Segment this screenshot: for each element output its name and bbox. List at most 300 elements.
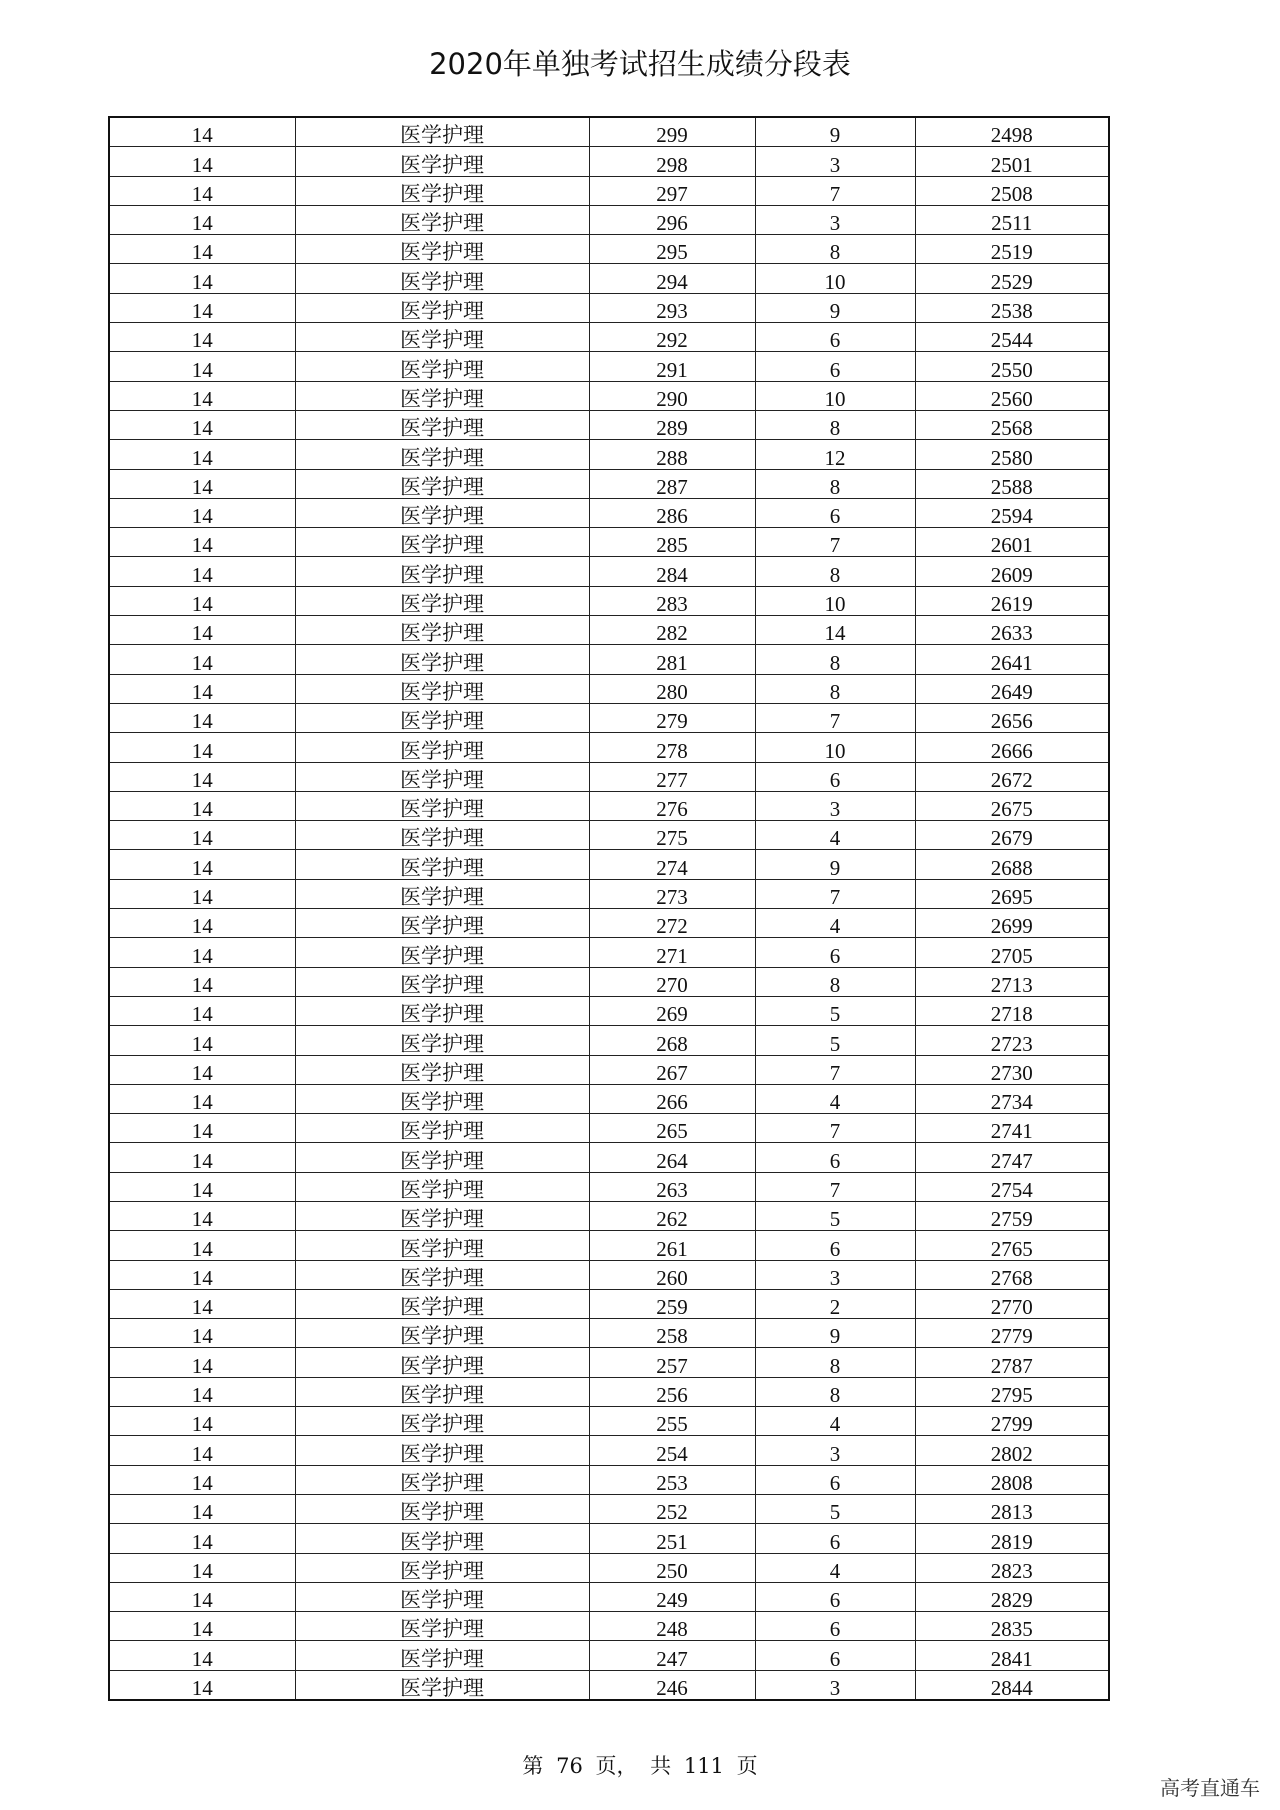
subject-cell: 医学护理 xyxy=(295,674,589,703)
cumulative-cell: 2808 xyxy=(915,1465,1109,1494)
group-code-cell: 14 xyxy=(109,235,295,264)
cumulative-cell: 2835 xyxy=(915,1612,1109,1641)
group-code-cell: 14 xyxy=(109,176,295,205)
group-code-cell: 14 xyxy=(109,528,295,557)
count-cell: 6 xyxy=(755,1524,915,1553)
subject-cell: 医学护理 xyxy=(295,1641,589,1670)
group-code-cell: 14 xyxy=(109,1172,295,1201)
table-row xyxy=(109,1436,1109,1465)
count-cell: 2 xyxy=(755,1289,915,1318)
group-code-cell: 14 xyxy=(109,821,295,850)
subject-cell: 医学护理 xyxy=(295,1670,589,1700)
cumulative-cell: 2679 xyxy=(915,821,1109,850)
score-cell: 282 xyxy=(589,616,755,645)
group-code-cell: 14 xyxy=(109,733,295,762)
cumulative-cell: 2802 xyxy=(915,1436,1109,1465)
score-cell: 259 xyxy=(589,1289,755,1318)
cumulative-cell: 2501 xyxy=(915,147,1109,176)
score-cell: 249 xyxy=(589,1582,755,1611)
group-code-cell: 14 xyxy=(109,1231,295,1260)
cumulative-cell: 2544 xyxy=(915,323,1109,352)
group-code-cell: 14 xyxy=(109,1114,295,1143)
subject-cell: 医学护理 xyxy=(295,703,589,732)
score-cell: 266 xyxy=(589,1084,755,1113)
group-code-cell: 14 xyxy=(109,205,295,234)
count-cell: 6 xyxy=(755,1582,915,1611)
cumulative-cell: 2723 xyxy=(915,1026,1109,1055)
table-row xyxy=(109,1026,1109,1055)
cumulative-cell: 2768 xyxy=(915,1260,1109,1289)
cumulative-cell: 2699 xyxy=(915,909,1109,938)
subject-cell: 医学护理 xyxy=(295,528,589,557)
group-code-cell: 14 xyxy=(109,1612,295,1641)
group-code-cell: 14 xyxy=(109,1055,295,1084)
table-row xyxy=(109,1143,1109,1172)
cumulative-cell: 2713 xyxy=(915,967,1109,996)
table-row xyxy=(109,909,1109,938)
table-row xyxy=(109,1524,1109,1553)
table-row xyxy=(109,528,1109,557)
table-row xyxy=(109,821,1109,850)
score-cell: 276 xyxy=(589,791,755,820)
group-code-cell: 14 xyxy=(109,1465,295,1494)
group-code-cell: 14 xyxy=(109,264,295,293)
count-cell: 8 xyxy=(755,235,915,264)
cumulative-cell: 2695 xyxy=(915,879,1109,908)
cumulative-cell: 2813 xyxy=(915,1494,1109,1523)
cumulative-cell: 2538 xyxy=(915,293,1109,322)
group-code-cell: 14 xyxy=(109,498,295,527)
subject-cell: 医学护理 xyxy=(295,733,589,762)
group-code-cell: 14 xyxy=(109,1641,295,1670)
score-cell: 298 xyxy=(589,147,755,176)
table-row xyxy=(109,352,1109,381)
table-row xyxy=(109,1377,1109,1406)
score-cell: 281 xyxy=(589,645,755,674)
group-code-cell: 14 xyxy=(109,1289,295,1318)
count-cell: 9 xyxy=(755,293,915,322)
table-row xyxy=(109,410,1109,439)
subject-cell: 医学护理 xyxy=(295,264,589,293)
page-title: 2020年单独考试招生成绩分段表 xyxy=(429,47,851,81)
cumulative-cell: 2688 xyxy=(915,850,1109,879)
subject-cell: 医学护理 xyxy=(295,440,589,469)
group-code-cell: 14 xyxy=(109,1084,295,1113)
count-cell: 5 xyxy=(755,1026,915,1055)
table-row xyxy=(109,674,1109,703)
table-row xyxy=(109,1201,1109,1230)
group-code-cell: 14 xyxy=(109,293,295,322)
table-row xyxy=(109,1172,1109,1201)
cumulative-cell: 2508 xyxy=(915,176,1109,205)
watermark-text: 高考直通车 xyxy=(1160,1776,1260,1800)
count-cell: 4 xyxy=(755,1084,915,1113)
subject-cell: 医学护理 xyxy=(295,1084,589,1113)
score-cell: 268 xyxy=(589,1026,755,1055)
cumulative-cell: 2568 xyxy=(915,410,1109,439)
subject-cell: 医学护理 xyxy=(295,323,589,352)
count-cell: 4 xyxy=(755,909,915,938)
score-cell: 251 xyxy=(589,1524,755,1553)
count-cell: 6 xyxy=(755,352,915,381)
cumulative-cell: 2787 xyxy=(915,1348,1109,1377)
score-cell: 257 xyxy=(589,1348,755,1377)
subject-cell: 医学护理 xyxy=(295,1465,589,1494)
score-cell: 287 xyxy=(589,469,755,498)
table-row xyxy=(109,1260,1109,1289)
subject-cell: 医学护理 xyxy=(295,1348,589,1377)
count-cell: 7 xyxy=(755,879,915,908)
page-number: 第 76 页， 共 111 页 xyxy=(522,1754,758,1778)
count-cell: 4 xyxy=(755,1553,915,1582)
count-cell: 10 xyxy=(755,381,915,410)
table-row xyxy=(109,1055,1109,1084)
table-row xyxy=(109,1670,1109,1700)
score-cell: 299 xyxy=(589,117,755,147)
subject-cell: 医学护理 xyxy=(295,1026,589,1055)
subject-cell: 医学护理 xyxy=(295,1114,589,1143)
score-cell: 255 xyxy=(589,1407,755,1436)
score-table xyxy=(108,116,1110,1701)
cumulative-cell: 2675 xyxy=(915,791,1109,820)
count-cell: 8 xyxy=(755,469,915,498)
count-cell: 3 xyxy=(755,147,915,176)
score-cell: 269 xyxy=(589,996,755,1025)
cumulative-cell: 2519 xyxy=(915,235,1109,264)
table-row xyxy=(109,323,1109,352)
subject-cell: 医学护理 xyxy=(295,938,589,967)
table-row xyxy=(109,996,1109,1025)
table-row xyxy=(109,469,1109,498)
table-row xyxy=(109,1319,1109,1348)
subject-cell: 医学护理 xyxy=(295,1260,589,1289)
count-cell: 6 xyxy=(755,498,915,527)
cumulative-cell: 2829 xyxy=(915,1582,1109,1611)
cumulative-cell: 2705 xyxy=(915,938,1109,967)
group-code-cell: 14 xyxy=(109,586,295,615)
cumulative-cell: 2823 xyxy=(915,1553,1109,1582)
score-cell: 285 xyxy=(589,528,755,557)
table-row xyxy=(109,1494,1109,1523)
subject-cell: 医学护理 xyxy=(295,821,589,850)
score-cell: 248 xyxy=(589,1612,755,1641)
score-cell: 275 xyxy=(589,821,755,850)
cumulative-cell: 2511 xyxy=(915,205,1109,234)
group-code-cell: 14 xyxy=(109,440,295,469)
group-code-cell: 14 xyxy=(109,1553,295,1582)
cumulative-cell: 2754 xyxy=(915,1172,1109,1201)
table-row xyxy=(109,381,1109,410)
subject-cell: 医学护理 xyxy=(295,1407,589,1436)
score-cell: 252 xyxy=(589,1494,755,1523)
count-cell: 8 xyxy=(755,967,915,996)
group-code-cell: 14 xyxy=(109,996,295,1025)
table-row xyxy=(109,1084,1109,1113)
score-cell: 284 xyxy=(589,557,755,586)
score-cell: 247 xyxy=(589,1641,755,1670)
table-row xyxy=(109,205,1109,234)
score-cell: 262 xyxy=(589,1201,755,1230)
score-cell: 256 xyxy=(589,1377,755,1406)
subject-cell: 医学护理 xyxy=(295,410,589,439)
count-cell: 10 xyxy=(755,264,915,293)
table-row xyxy=(109,850,1109,879)
subject-cell: 医学护理 xyxy=(295,117,589,147)
score-cell: 297 xyxy=(589,176,755,205)
subject-cell: 医学护理 xyxy=(295,381,589,410)
cumulative-cell: 2560 xyxy=(915,381,1109,410)
count-cell: 8 xyxy=(755,1377,915,1406)
group-code-cell: 14 xyxy=(109,1201,295,1230)
subject-cell: 医学护理 xyxy=(295,791,589,820)
subject-cell: 医学护理 xyxy=(295,645,589,674)
group-code-cell: 14 xyxy=(109,1670,295,1700)
score-cell: 280 xyxy=(589,674,755,703)
cumulative-cell: 2770 xyxy=(915,1289,1109,1318)
count-cell: 5 xyxy=(755,1494,915,1523)
count-cell: 6 xyxy=(755,1231,915,1260)
cumulative-cell: 2633 xyxy=(915,616,1109,645)
group-code-cell: 14 xyxy=(109,1260,295,1289)
subject-cell: 医学护理 xyxy=(295,1494,589,1523)
count-cell: 3 xyxy=(755,1670,915,1700)
table-row xyxy=(109,645,1109,674)
score-cell: 254 xyxy=(589,1436,755,1465)
cumulative-cell: 2765 xyxy=(915,1231,1109,1260)
cumulative-cell: 2498 xyxy=(915,117,1109,147)
score-cell: 279 xyxy=(589,703,755,732)
cumulative-cell: 2619 xyxy=(915,586,1109,615)
subject-cell: 医学护理 xyxy=(295,147,589,176)
table-row xyxy=(109,498,1109,527)
subject-cell: 医学护理 xyxy=(295,235,589,264)
count-cell: 3 xyxy=(755,205,915,234)
count-cell: 14 xyxy=(755,616,915,645)
cumulative-cell: 2649 xyxy=(915,674,1109,703)
group-code-cell: 14 xyxy=(109,557,295,586)
count-cell: 4 xyxy=(755,1407,915,1436)
group-code-cell: 14 xyxy=(109,645,295,674)
group-code-cell: 14 xyxy=(109,938,295,967)
score-cell: 267 xyxy=(589,1055,755,1084)
cumulative-cell: 2799 xyxy=(915,1407,1109,1436)
count-cell: 8 xyxy=(755,674,915,703)
count-cell: 8 xyxy=(755,645,915,674)
group-code-cell: 14 xyxy=(109,410,295,439)
table-row xyxy=(109,616,1109,645)
cumulative-cell: 2580 xyxy=(915,440,1109,469)
score-cell: 265 xyxy=(589,1114,755,1143)
score-cell: 270 xyxy=(589,967,755,996)
group-code-cell: 14 xyxy=(109,147,295,176)
subject-cell: 医学护理 xyxy=(295,557,589,586)
subject-cell: 医学护理 xyxy=(295,498,589,527)
cumulative-cell: 2666 xyxy=(915,733,1109,762)
count-cell: 7 xyxy=(755,176,915,205)
count-cell: 7 xyxy=(755,1055,915,1084)
table-row xyxy=(109,733,1109,762)
cumulative-cell: 2672 xyxy=(915,762,1109,791)
count-cell: 3 xyxy=(755,1436,915,1465)
subject-cell: 医学护理 xyxy=(295,850,589,879)
table-row xyxy=(109,1612,1109,1641)
subject-cell: 医学护理 xyxy=(295,1436,589,1465)
table-row xyxy=(109,235,1109,264)
group-code-cell: 14 xyxy=(109,381,295,410)
group-code-cell: 14 xyxy=(109,1348,295,1377)
group-code-cell: 14 xyxy=(109,879,295,908)
group-code-cell: 14 xyxy=(109,703,295,732)
cumulative-cell: 2529 xyxy=(915,264,1109,293)
score-cell: 294 xyxy=(589,264,755,293)
group-code-cell: 14 xyxy=(109,469,295,498)
cumulative-cell: 2550 xyxy=(915,352,1109,381)
subject-cell: 医学护理 xyxy=(295,1612,589,1641)
count-cell: 4 xyxy=(755,821,915,850)
table-row xyxy=(109,1289,1109,1318)
table-row xyxy=(109,967,1109,996)
count-cell: 9 xyxy=(755,1319,915,1348)
cumulative-cell: 2747 xyxy=(915,1143,1109,1172)
group-code-cell: 14 xyxy=(109,967,295,996)
count-cell: 10 xyxy=(755,733,915,762)
group-code-cell: 14 xyxy=(109,352,295,381)
count-cell: 6 xyxy=(755,1612,915,1641)
cumulative-cell: 2759 xyxy=(915,1201,1109,1230)
score-cell: 253 xyxy=(589,1465,755,1494)
table-row xyxy=(109,117,1109,147)
cumulative-cell: 2718 xyxy=(915,996,1109,1025)
table-row xyxy=(109,1582,1109,1611)
table-row xyxy=(109,293,1109,322)
table-row xyxy=(109,762,1109,791)
cumulative-cell: 2779 xyxy=(915,1319,1109,1348)
count-cell: 6 xyxy=(755,323,915,352)
group-code-cell: 14 xyxy=(109,1436,295,1465)
subject-cell: 医学护理 xyxy=(295,1524,589,1553)
cumulative-cell: 2795 xyxy=(915,1377,1109,1406)
count-cell: 12 xyxy=(755,440,915,469)
score-cell: 295 xyxy=(589,235,755,264)
subject-cell: 医学护理 xyxy=(295,1143,589,1172)
group-code-cell: 14 xyxy=(109,762,295,791)
table-row xyxy=(109,1641,1109,1670)
cumulative-cell: 2656 xyxy=(915,703,1109,732)
count-cell: 7 xyxy=(755,1114,915,1143)
score-cell: 260 xyxy=(589,1260,755,1289)
table-row xyxy=(109,938,1109,967)
cumulative-cell: 2734 xyxy=(915,1084,1109,1113)
table-row xyxy=(109,703,1109,732)
subject-cell: 医学护理 xyxy=(295,879,589,908)
score-cell: 263 xyxy=(589,1172,755,1201)
subject-cell: 医学护理 xyxy=(295,352,589,381)
count-cell: 7 xyxy=(755,1172,915,1201)
table-row xyxy=(109,440,1109,469)
score-cell: 250 xyxy=(589,1553,755,1582)
table-row xyxy=(109,1553,1109,1582)
cumulative-cell: 2601 xyxy=(915,528,1109,557)
subject-cell: 医学护理 xyxy=(295,1289,589,1318)
count-cell: 7 xyxy=(755,703,915,732)
group-code-cell: 14 xyxy=(109,674,295,703)
score-cell: 283 xyxy=(589,586,755,615)
table-row xyxy=(109,264,1109,293)
subject-cell: 医学护理 xyxy=(295,967,589,996)
subject-cell: 医学护理 xyxy=(295,1553,589,1582)
cumulative-cell: 2641 xyxy=(915,645,1109,674)
subject-cell: 医学护理 xyxy=(295,1377,589,1406)
count-cell: 8 xyxy=(755,1348,915,1377)
subject-cell: 医学护理 xyxy=(295,176,589,205)
count-cell: 5 xyxy=(755,996,915,1025)
group-code-cell: 14 xyxy=(109,1582,295,1611)
count-cell: 6 xyxy=(755,938,915,967)
score-cell: 292 xyxy=(589,323,755,352)
table-row xyxy=(109,586,1109,615)
table-row xyxy=(109,1114,1109,1143)
count-cell: 9 xyxy=(755,117,915,147)
count-cell: 7 xyxy=(755,528,915,557)
count-cell: 5 xyxy=(755,1201,915,1230)
count-cell: 3 xyxy=(755,791,915,820)
score-cell: 246 xyxy=(589,1670,755,1700)
group-code-cell: 14 xyxy=(109,850,295,879)
count-cell: 8 xyxy=(755,410,915,439)
group-code-cell: 14 xyxy=(109,1494,295,1523)
subject-cell: 医学护理 xyxy=(295,1055,589,1084)
subject-cell: 医学护理 xyxy=(295,1201,589,1230)
cumulative-cell: 2819 xyxy=(915,1524,1109,1553)
subject-cell: 医学护理 xyxy=(295,469,589,498)
table-body xyxy=(109,117,1109,1700)
score-cell: 286 xyxy=(589,498,755,527)
subject-cell: 医学护理 xyxy=(295,616,589,645)
score-cell: 291 xyxy=(589,352,755,381)
subject-cell: 医学护理 xyxy=(295,205,589,234)
cumulative-cell: 2844 xyxy=(915,1670,1109,1700)
subject-cell: 医学护理 xyxy=(295,1582,589,1611)
score-cell: 273 xyxy=(589,879,755,908)
group-code-cell: 14 xyxy=(109,909,295,938)
count-cell: 6 xyxy=(755,1641,915,1670)
count-cell: 8 xyxy=(755,557,915,586)
group-code-cell: 14 xyxy=(109,1026,295,1055)
group-code-cell: 14 xyxy=(109,616,295,645)
subject-cell: 医学护理 xyxy=(295,1172,589,1201)
score-cell: 277 xyxy=(589,762,755,791)
score-cell: 293 xyxy=(589,293,755,322)
table-row xyxy=(109,1465,1109,1494)
score-cell: 261 xyxy=(589,1231,755,1260)
table-row xyxy=(109,1231,1109,1260)
group-code-cell: 14 xyxy=(109,1143,295,1172)
score-cell: 288 xyxy=(589,440,755,469)
subject-cell: 医学护理 xyxy=(295,1231,589,1260)
count-cell: 3 xyxy=(755,1260,915,1289)
cumulative-cell: 2841 xyxy=(915,1641,1109,1670)
cumulative-cell: 2730 xyxy=(915,1055,1109,1084)
subject-cell: 医学护理 xyxy=(295,1319,589,1348)
group-code-cell: 14 xyxy=(109,1377,295,1406)
table-row xyxy=(109,791,1109,820)
table-row xyxy=(109,1348,1109,1377)
score-cell: 272 xyxy=(589,909,755,938)
score-cell: 296 xyxy=(589,205,755,234)
table-row xyxy=(109,1407,1109,1436)
table-row xyxy=(109,879,1109,908)
count-cell: 6 xyxy=(755,1465,915,1494)
